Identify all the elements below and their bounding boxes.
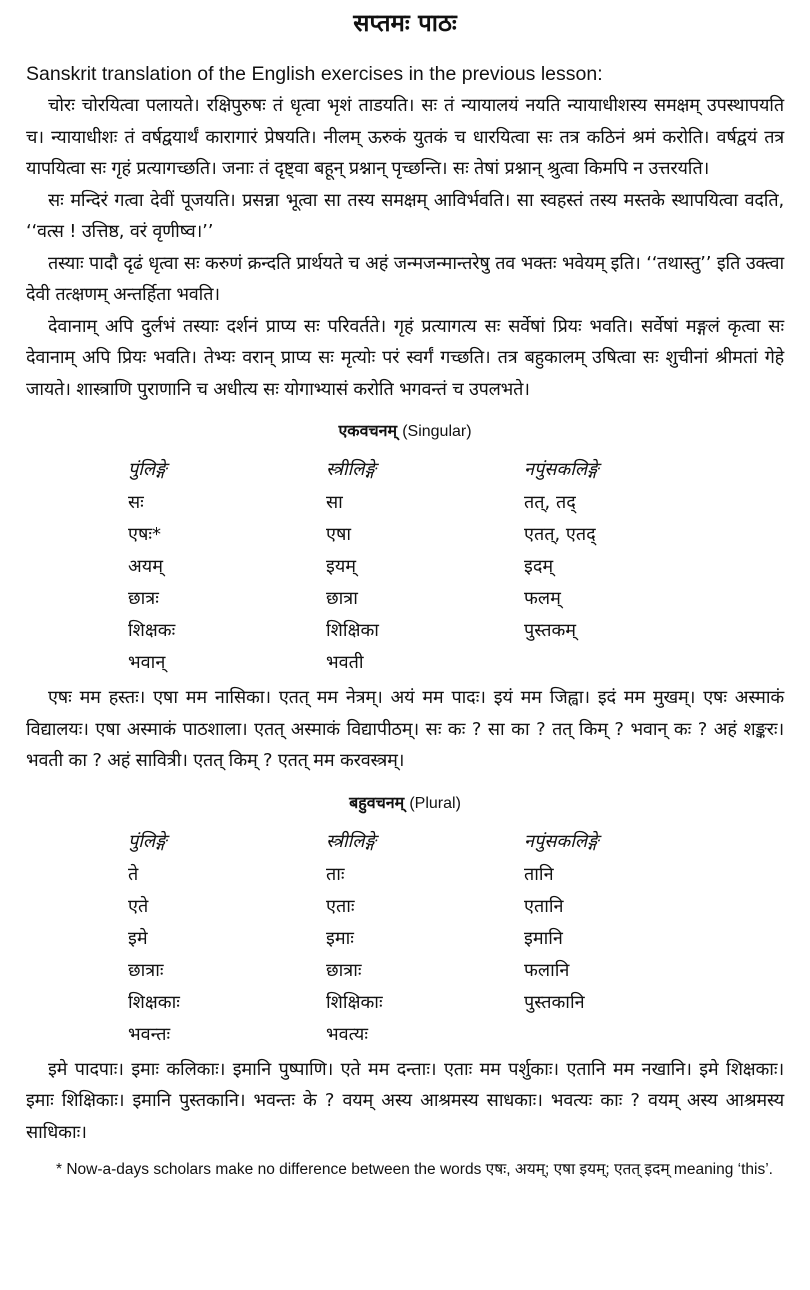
- cell-masculine: इमे: [128, 927, 148, 949]
- table-row: [128, 582, 724, 614]
- cell-masculine: सः: [128, 492, 144, 513]
- singular-heading: [26, 419, 784, 444]
- table-row: [128, 646, 724, 678]
- cell-feminine: इमाः: [326, 927, 354, 949]
- paragraph-1: चोरः चोरयित्वा पलायते। रक्षिपुरुषः तं धृत्वा भृशं ताडयति। सः तं न्यायालयं नयति न्यायाधीशस्य समक्षम् उपस्थापयति च। न्यायाधीशः तं वर्षद्वयार्थं कारागारं प्रेषयति। नीलम् ऊरुकं युतकं च धारयित्वा सः तत्र कठिनं श्रमं करोति। वर्षद्वयं तत्र यापयित्वा सः गृहं प्रत्यागच्छति। जनाः तं दृष्ट्वा बहून् प्रश्नान् पृच्छन्ति। सः तेषां प्रश्नान् श्रुत्वा किमपि न उत्तरयति।: [26, 95, 784, 179]
- paragraph-4: देवानाम् अपि दुर्लभं तस्याः दर्शनं प्राप्य सः परिवर्तते। गृहं प्रत्यागत्य सः सर्वेषां प्रियः भवति। सर्वेषां मङ्गलं कृत्वा सः देवानाम् अपि प्रियः भवति। तेभ्यः वरान् प्राप्य सः मृत्योः परं स्वर्गं गच्छति। तत्र बहुकालम् उषित्वा सः शुचीनां श्रीमतां गेहे जायते। शास्त्राणि पुराणानि च अधीत्य सः योगाभ्यासं करोति भगवन्तं च उपलभते।: [26, 315, 784, 400]
- paragraph-2: सः मन्दिरं गत्वा देवीं पूजयति। प्रसन्ना भूत्वा सा तस्य समक्षम् आविर्भवति। सा स्वहस्तं तस्य मस्तके स्थापयित्वा वदति, ‘‘वत्स ! उत्तिष्ठ, वरं वृणीष्व।’’: [26, 189, 784, 242]
- table-row: [128, 890, 724, 922]
- table-row: [128, 1018, 724, 1050]
- plural-heading: [26, 791, 784, 816]
- cell-feminine: छात्रा: [326, 588, 358, 609]
- singular-examples: एषः मम हस्तः। एषा मम नासिका। एतत् मम नेत्रम्। अयं मम पादः। इयं मम जिह्वा। इदं मम मुखम्। एषः अस्माकं विद्यालयः। एषा अस्माकं पाठशाला। एतत् अस्माकं विद्यापीठम्। सः कः ? सा का ? तत् किम् ? भवान् कः ? अहं शङ्करः। भवती का ? अहं सावित्री। एतत् किम् ? एतत् मम करवस्त्रम्।: [26, 687, 784, 771]
- table-header-row: [128, 824, 724, 858]
- cell-feminine: शिक्षिका: [326, 620, 379, 641]
- intro-line: Sanskrit translation of the English exercises in the previous lesson:: [26, 63, 603, 85]
- cell-neuter: तत्, तद्: [524, 492, 576, 513]
- cell-neuter: एतत्, एतद्: [524, 524, 596, 545]
- cell-neuter: एतानि: [524, 895, 564, 917]
- cell-feminine: शिक्षिकाः: [326, 991, 383, 1013]
- cell-feminine: इयम्: [326, 556, 357, 577]
- table-row: [128, 518, 724, 550]
- cell-masculine: भवान्: [128, 652, 166, 673]
- singular-heading-english: (Singular): [402, 423, 472, 440]
- cell-neuter: [524, 1018, 724, 1050]
- cell-masculine: ते: [128, 863, 139, 885]
- plural-table: [128, 824, 724, 1050]
- cell-neuter: पुस्तकानि: [524, 991, 585, 1013]
- cell-feminine: भवती: [326, 652, 364, 673]
- header-feminine: स्त्रीलिङ्गे: [326, 459, 376, 480]
- header-feminine: स्त्रीलिङ्गे: [326, 830, 376, 852]
- cell-neuter: फलानि: [524, 959, 570, 981]
- cell-neuter: फलम्: [524, 588, 561, 609]
- cell-feminine: एताः: [326, 895, 355, 917]
- cell-feminine: भवत्यः: [326, 1023, 368, 1045]
- cell-masculine: शिक्षकाः: [128, 991, 180, 1013]
- cell-neuter: इदम्: [524, 556, 554, 577]
- cell-masculine: एषः*: [128, 524, 161, 545]
- paragraph-3: तस्याः पादौ दृढं धृत्वा सः करुणं क्रन्दति प्रार्थयते च अहं जन्मजन्मान्तरेषु तव भक्तः भवेयम् इति। ‘‘तथास्तु’’ इति उक्त्वा देवी तत्क्षणम् अन्तर्हिता भवति।: [26, 252, 784, 305]
- cell-masculine: भवन्तः: [128, 1023, 171, 1045]
- table-row: [128, 986, 724, 1018]
- cell-masculine: एते: [128, 895, 149, 917]
- table-row: [128, 858, 724, 890]
- table-row: [128, 954, 724, 986]
- cell-masculine: छात्राः: [128, 959, 164, 981]
- cell-masculine: अयम्: [128, 556, 163, 577]
- table-row: [128, 550, 724, 582]
- cell-neuter: तानि: [524, 863, 554, 885]
- table-header-row: [128, 452, 724, 486]
- singular-heading-sanskrit: एकवचनम्: [338, 421, 398, 440]
- plural-heading-english: (Plural): [409, 794, 461, 812]
- cell-neuter: पुस्तकम्: [524, 620, 577, 641]
- footnote: * Now-a-days scholars make no difference between the words एषः, अयम्; एषा इयम्; एतत् इदम् meaning ‘this’.: [56, 1161, 773, 1178]
- cell-feminine: छात्राः: [326, 959, 362, 981]
- cell-feminine: ताः: [326, 863, 345, 885]
- header-neuter: नपुंसकलिङ्गे: [524, 459, 599, 480]
- cell-masculine: छात्रः: [128, 588, 159, 609]
- header-neuter: नपुंसकलिङ्गे: [524, 830, 599, 852]
- cell-feminine: सा: [326, 492, 343, 513]
- cell-neuter: इमानि: [524, 927, 563, 949]
- singular-table: [128, 452, 724, 678]
- header-masculine: पुंलिङ्गे: [128, 830, 167, 852]
- lesson-title: सप्तमः पाठः: [353, 9, 457, 37]
- table-row: [128, 486, 724, 518]
- table-row: [128, 922, 724, 954]
- plural-examples: इमे पादपाः। इमाः कलिकाः। इमानि पुष्पाणि। एते मम दन्ताः। एताः मम पर्शुकाः। एतानि मम नखानि। इमे शिक्षकाः। इमाः शिक्षिकाः। इमानि पुस्तकानि। भवन्तः के ? वयम् अस्य आश्रमस्य साधकाः। भवत्यः काः ? वयम् अस्य आश्रमस्य साधिकाः।: [26, 1058, 784, 1143]
- cell-masculine: शिक्षकः: [128, 620, 176, 641]
- cell-neuter: [524, 646, 724, 678]
- table-row: [128, 614, 724, 646]
- header-masculine: पुंलिङ्गे: [128, 459, 167, 480]
- plural-heading-sanskrit: बहुवचनम्: [349, 792, 405, 812]
- cell-feminine: एषा: [326, 524, 352, 545]
